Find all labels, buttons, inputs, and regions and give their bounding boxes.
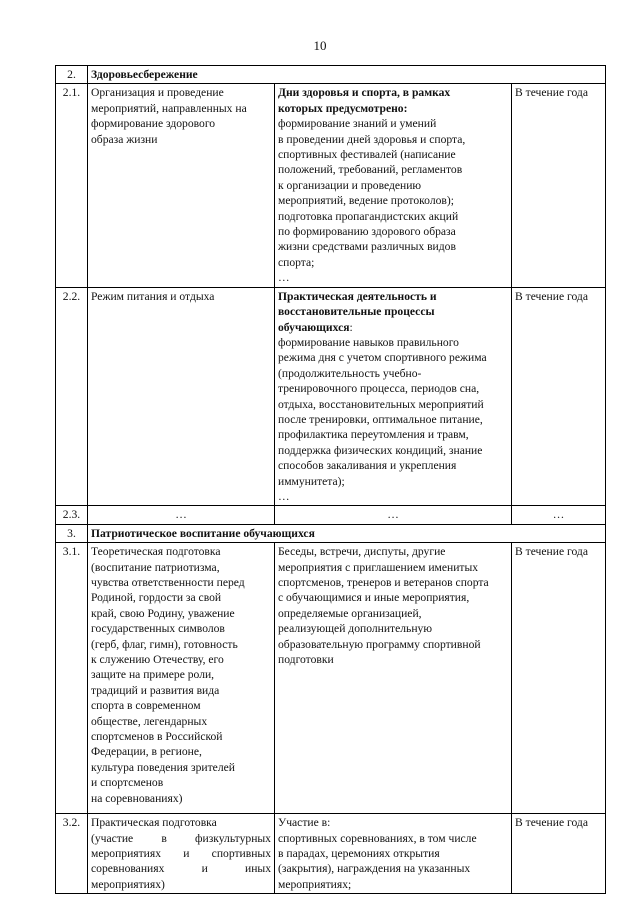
row-content: …	[275, 506, 512, 524]
content-line: спортивных фестивалей (написание	[278, 148, 456, 162]
content-line: формирование навыков правильного	[278, 335, 459, 349]
row-number: 2.3.	[56, 506, 88, 524]
row-content	[275, 84, 512, 287]
name-line: традиций и развития вида	[91, 683, 220, 697]
name-line: на соревнованиях)	[91, 791, 183, 805]
section-header-row	[56, 66, 606, 84]
content-line: …	[278, 271, 290, 285]
content-line: к организации и проведению	[278, 178, 422, 192]
name-line: мероприятиях)	[91, 877, 165, 891]
name-line: к служению Отечеству, его	[91, 653, 224, 667]
content-line: режима дня с учетом спортивного режима	[278, 351, 487, 365]
content-line: Участие в:	[278, 816, 331, 830]
section-title: Здоровьесбережение	[88, 66, 606, 84]
row-name	[88, 287, 275, 506]
page-number: 10	[313, 38, 327, 53]
section-number: 3.	[56, 524, 88, 542]
content-line: с обучающимися и иные мероприятия,	[278, 591, 470, 605]
name-line: край, свою Родину, уважение	[91, 606, 235, 620]
name-word: (участие	[91, 831, 134, 845]
content-line: реализующей дополнительную	[278, 622, 432, 636]
table-row	[56, 84, 606, 287]
table-row	[56, 287, 606, 506]
content-line: (продолжительность учебно-	[278, 366, 422, 380]
name-line: образа жизни	[91, 132, 158, 146]
content-heading-line: которых предусмотрено:	[278, 101, 408, 115]
name-line: и спортсменов	[91, 776, 164, 790]
row-name	[88, 84, 275, 287]
content-heading-line: Дни здоровья и спорта, в рамках	[278, 86, 451, 100]
row-content	[275, 287, 512, 506]
content-line: …	[278, 489, 290, 503]
content-line: способов закаливания и укрепления	[278, 459, 457, 473]
name-line: Теоретическая подготовка	[91, 545, 221, 559]
content-line: Беседы, встречи, диспуты, другие	[278, 545, 446, 559]
content-line: отдыха, восстановительных мероприятий	[278, 397, 484, 411]
name-line: культура поведения зрителей	[91, 760, 235, 774]
content-line: спортсменов, тренеров и ветеранов спорта	[278, 576, 489, 589]
row-name	[88, 543, 275, 814]
row-term: В течение года	[512, 814, 606, 894]
content-line: жизни средствами различных видов	[278, 240, 456, 254]
table-row	[56, 814, 606, 894]
name-line: Родиной, гордости за свой	[91, 591, 222, 605]
name-line: Практическая подготовка	[91, 816, 217, 830]
row-term: …	[512, 506, 606, 524]
row-content	[275, 814, 512, 894]
content-line: мероприятий, ведение протоколов);	[278, 194, 454, 208]
name-word: мероприятиях	[91, 847, 162, 860]
row-content	[275, 543, 512, 814]
name-word: в	[161, 831, 167, 845]
name-line: спорта в современном	[91, 699, 201, 713]
content-line: в проведении дней здоровья и спорта,	[278, 132, 466, 146]
row-term: В течение года	[512, 84, 606, 287]
name-line: (герб, флаг, гимн), готовность	[91, 637, 238, 651]
content-line: спорта;	[278, 255, 315, 269]
section-number: 2.	[56, 66, 88, 84]
name-word: физкультурных	[195, 831, 271, 845]
content-line: мероприятиях;	[278, 877, 352, 891]
events-plan-table	[55, 65, 606, 894]
name-line: чувства ответственности перед	[91, 576, 245, 589]
name-word: иных	[245, 862, 271, 876]
content-line: подготовки	[278, 653, 334, 667]
content-line: подготовка пропагандистских акций	[278, 209, 459, 223]
row-name	[88, 814, 275, 894]
content-line: образовательную программу спортивной	[278, 637, 481, 651]
name-line: формирование здорового	[91, 117, 216, 131]
content-line: положений, требований, регламентов	[278, 163, 463, 177]
name-line: (воспитание патриотизма,	[91, 560, 220, 574]
content-line: поддержка физических кондиций, знание	[278, 443, 483, 457]
name-line: Организация и проведение	[91, 86, 224, 100]
name-line: государственных символов	[91, 622, 225, 636]
table-row	[56, 543, 606, 814]
content-line: иммунитета);	[278, 474, 345, 488]
row-number: 2.2.	[56, 287, 88, 506]
name-word: спортивных	[211, 847, 271, 860]
content-line: после тренировки, оптимальное питание,	[278, 412, 483, 426]
name-line: мероприятий, направленных на	[91, 101, 247, 115]
content-line: по формированию здорового образа	[278, 225, 456, 239]
name-word: соревнованиях	[91, 862, 165, 876]
content-heading-line: обучающихся	[278, 320, 350, 334]
content-heading-line: Практическая деятельность и	[278, 289, 437, 303]
content-heading-line: восстановительные процессы	[278, 305, 435, 319]
row-name: …	[88, 506, 275, 524]
row-number: 2.1.	[56, 84, 88, 287]
content-line: в парадах, церемониях открытия	[278, 847, 440, 860]
name-line	[91, 861, 271, 876]
row-number: 3.1.	[56, 543, 88, 814]
name-word: и	[201, 862, 208, 876]
name-line: спортсменов в Российской	[91, 730, 223, 744]
name-line	[91, 846, 271, 861]
row-number: 3.2.	[56, 814, 88, 894]
name-line: Режим питания и отдыха	[91, 289, 215, 303]
content-line: (закрытия), награждения на указанных	[278, 862, 471, 876]
content-line: мероприятия с приглашением именитых	[278, 560, 479, 574]
content-line: профилактика переутомления и травм,	[278, 428, 469, 442]
name-line	[91, 831, 271, 846]
heading-colon: :	[349, 320, 353, 334]
name-line: обществе, легендарных	[91, 714, 208, 728]
name-word: и	[183, 847, 190, 860]
name-line: защите на примере роли,	[91, 668, 215, 682]
table-row	[56, 506, 606, 524]
section-title: Патриотическое воспитание обучающихся	[88, 524, 606, 542]
content-line: формирование знаний и умений	[278, 117, 437, 131]
content-line: спортивных соревнованиях, в том числе	[278, 831, 477, 845]
content-line: тренировочного процесса, периодов сна,	[278, 382, 480, 396]
name-line: Федерации, в регионе,	[91, 745, 202, 759]
row-term: В течение года	[512, 287, 606, 506]
row-term: В течение года	[512, 543, 606, 814]
content-line: определяемые организацией,	[278, 606, 422, 620]
section-header-row	[56, 524, 606, 542]
